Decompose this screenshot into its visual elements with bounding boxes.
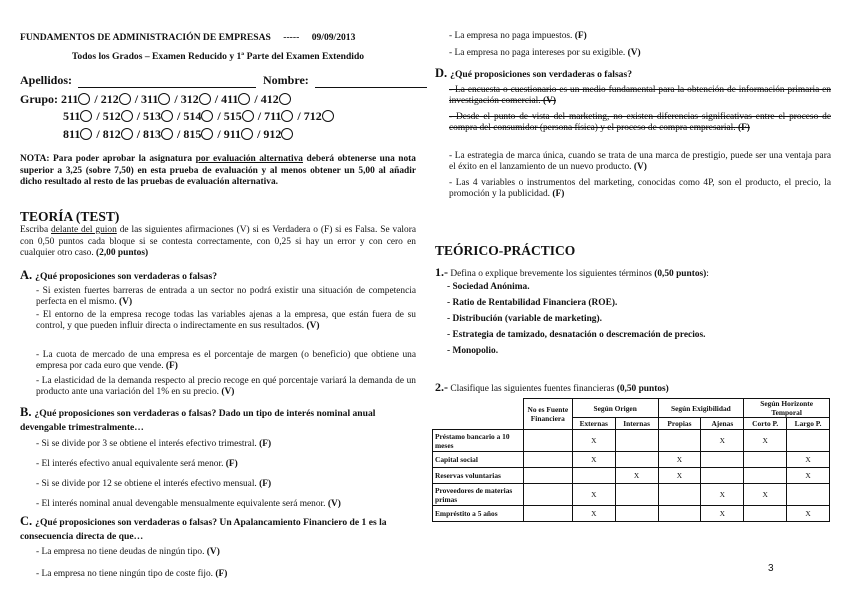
item-text: - Si se divide por 12 se obtiene el interés efectivo mensual. bbox=[36, 479, 257, 489]
table-cell[interactable]: X bbox=[787, 452, 830, 468]
section-c-question: ¿Qué proposiciones son verdaderas o falsas? Un Apalancamiento Financiero de 1 es la consecuencia directa de que… bbox=[20, 517, 387, 542]
group-radio-912[interactable] bbox=[281, 128, 293, 140]
group-radio-311[interactable] bbox=[158, 93, 170, 105]
answer-badge: (F) bbox=[737, 123, 750, 134]
table-cell[interactable]: X bbox=[744, 484, 787, 506]
group-radio-813[interactable] bbox=[161, 128, 173, 140]
item-text: - La empresa no tiene deudas de ningún tipo. bbox=[36, 547, 205, 557]
item-text: - El entorno de la empresa recoge todas las variables ajenas a la empresa, que están fuera de su control, y que pueden influir directa o indirectamente en sus resultados. bbox=[36, 310, 416, 332]
group-radio-812[interactable] bbox=[121, 128, 133, 140]
header-no-fuente: No es Fuente Financiera bbox=[523, 399, 572, 430]
sub-internas: Internas bbox=[615, 418, 658, 430]
nota-prefix: NOTA: Para poder aprobar la asignatura bbox=[20, 154, 196, 164]
table-row bbox=[433, 506, 830, 522]
section-b-heading bbox=[20, 406, 416, 434]
answer-badge: (F) bbox=[259, 439, 272, 449]
teoria-intro-b: de las siguientes afirmaciones (V) si es Verdadera o (F) si es Falsa. Se valora con 0,50 puntos cada bloque si se contesta correctamente, con 0,25 si hay un error y con cero en cualquier otro caso. bbox=[20, 225, 416, 258]
course-title: FUNDAMENTOS DE ADMINISTRACIÓN DE EMPRESAS bbox=[20, 32, 271, 43]
table-cell[interactable]: X bbox=[744, 430, 787, 452]
answer-badge: (F) bbox=[215, 569, 228, 579]
section-b-letter: B. bbox=[20, 405, 32, 419]
table-cell[interactable] bbox=[744, 452, 787, 468]
nota-paragraph bbox=[20, 154, 416, 189]
answer-badge: (V) bbox=[327, 499, 341, 509]
answer-badge: (F) bbox=[574, 31, 587, 41]
header-origen: Según Origen bbox=[572, 399, 658, 418]
row-label: Préstamo bancario a 10 meses bbox=[433, 430, 524, 452]
row-label: Reservas voluntarias bbox=[433, 468, 524, 484]
section-d-item-1 bbox=[449, 85, 831, 108]
group-radio-815[interactable] bbox=[201, 128, 213, 140]
nota-underlined: por evaluación alternativa bbox=[195, 154, 303, 164]
answer-badge: (V) bbox=[542, 96, 556, 107]
section-b-item-2 bbox=[36, 459, 238, 470]
table-cell[interactable]: X bbox=[787, 506, 830, 522]
grupo-row-3: 811 / 812 / 813 / 815 / 911 / 912 bbox=[63, 127, 294, 142]
group-radio-211[interactable] bbox=[78, 93, 90, 105]
term-2: - Ratio de Rentabilidad Financiera (ROE). bbox=[447, 298, 618, 308]
table-cell[interactable] bbox=[744, 468, 787, 484]
table-cell[interactable] bbox=[523, 506, 572, 522]
item-text: - La empresa no tiene ningún tipo de coste fijo. bbox=[36, 569, 214, 579]
apellidos-row bbox=[20, 73, 427, 88]
table-cell[interactable] bbox=[523, 484, 572, 506]
table-cell[interactable] bbox=[701, 468, 744, 484]
table-cell[interactable] bbox=[744, 506, 787, 522]
group-radio-513[interactable] bbox=[161, 110, 173, 122]
row-label: Capital social bbox=[433, 452, 524, 468]
teoria-intro bbox=[20, 225, 416, 260]
q1-text: Defina o explique brevemente los siguientes términos bbox=[450, 269, 655, 279]
group-712: 712 bbox=[303, 109, 322, 123]
sub-corto: Corto P. bbox=[744, 418, 787, 430]
table-cell[interactable]: X bbox=[658, 452, 701, 468]
sub-propias: Propias bbox=[658, 418, 701, 430]
table-cell[interactable] bbox=[572, 468, 615, 484]
item-text: - Las 4 variables o instrumentos del marketing, conocidas como 4P, son el producto, el precio, la promoción y la publicidad. bbox=[449, 178, 831, 200]
answer-badge: (F) bbox=[165, 361, 178, 372]
item-text: - La elasticidad de la demanda respecto al precio recoge en qué porcentaje variará la demanda de un producto ante una variación del 1% en su precio. bbox=[36, 376, 416, 398]
section-a-letter: A. bbox=[20, 268, 33, 282]
group-512: 512 bbox=[102, 109, 121, 123]
group-radio-212[interactable] bbox=[119, 93, 131, 105]
section-a-item-3 bbox=[36, 350, 416, 373]
teoria-title: TEORÍA (TEST) bbox=[20, 209, 120, 224]
exam-title bbox=[20, 32, 355, 43]
table-cell[interactable]: X bbox=[572, 430, 615, 452]
group-radio-411[interactable] bbox=[238, 93, 250, 105]
teoria-intro-underlined: delante del guion bbox=[51, 225, 117, 235]
answer-badge: (V) bbox=[206, 547, 220, 557]
item-text: - Si existen fuertes barreras de entrada a un sector no podrá existir una situación de competencia perfecta en el mismo. bbox=[36, 286, 416, 308]
section-d-question: ¿Qué proposiciones son verdaderas o falsas? bbox=[450, 69, 633, 80]
item-text: - Desde el punto de vista del marketing, no existen diferencias significativas entre el proceso de compra del consumidor (persona física) y el proceso de compra empresarial. bbox=[449, 112, 831, 134]
section-c-item-2 bbox=[36, 569, 227, 580]
practico-title: TEÓRICO-PRÁCTICO bbox=[435, 243, 576, 258]
group-radio-515[interactable] bbox=[242, 110, 254, 122]
q1-colon: : bbox=[706, 269, 709, 279]
group-513: 513 bbox=[143, 109, 162, 123]
table-cell[interactable] bbox=[658, 484, 701, 506]
classification-table bbox=[432, 398, 830, 522]
item-text: - La encuesta o cuestionario es un medio fundamental para la obtención de información primaria en investigación comercial. bbox=[449, 85, 831, 107]
answer-badge: (V) bbox=[221, 387, 235, 398]
group-912: 912 bbox=[263, 127, 282, 141]
term-4: - Estrategia de tamizado, desnatación o descremación de precios. bbox=[447, 330, 706, 340]
group-511: 511 bbox=[63, 109, 81, 123]
term-5: - Monopolio. bbox=[447, 346, 499, 356]
table-cell[interactable]: X bbox=[701, 430, 744, 452]
question-1 bbox=[435, 265, 709, 280]
section-d-item-2 bbox=[449, 112, 831, 135]
table-cell[interactable]: X bbox=[572, 506, 615, 522]
row-label: Empréstito a 5 años bbox=[433, 506, 524, 522]
table-cell[interactable] bbox=[523, 452, 572, 468]
table-cell[interactable] bbox=[615, 452, 658, 468]
sub-ajenas: Ajenas bbox=[701, 418, 744, 430]
table-cell[interactable] bbox=[701, 452, 744, 468]
group-911: 911 bbox=[223, 127, 242, 141]
question-2 bbox=[435, 380, 669, 395]
apellidos-field[interactable] bbox=[78, 77, 256, 88]
table-cell[interactable]: X bbox=[615, 468, 658, 484]
answer-badge: (F) bbox=[552, 189, 565, 200]
table-cell[interactable] bbox=[658, 430, 701, 452]
table-cell[interactable]: X bbox=[701, 506, 744, 522]
group-312: 312 bbox=[180, 92, 199, 106]
group-811: 811 bbox=[63, 127, 81, 141]
item-text: - El interés nominal anual devengable mensualmente equivalente será menor. bbox=[36, 499, 326, 509]
group-815: 815 bbox=[183, 127, 202, 141]
section-b-item-4 bbox=[36, 499, 341, 510]
q2-points: (0,50 puntos) bbox=[616, 384, 669, 394]
teoria-intro-points: (2,00 puntos) bbox=[96, 248, 149, 258]
table-cell[interactable] bbox=[615, 430, 658, 452]
table-row bbox=[433, 452, 830, 468]
group-412: 412 bbox=[260, 92, 279, 106]
header-horizonte: Según Horizonte Temporal bbox=[744, 399, 830, 418]
section-c-item-3 bbox=[449, 31, 587, 42]
q1-number: 1.- bbox=[435, 265, 448, 279]
group-211: 211 bbox=[61, 92, 79, 106]
nombre-field[interactable] bbox=[315, 77, 427, 88]
section-c-item-1 bbox=[36, 547, 220, 558]
group-813: 813 bbox=[143, 127, 162, 141]
table-cell[interactable]: X bbox=[572, 484, 615, 506]
group-radio-911[interactable] bbox=[241, 128, 253, 140]
q2-number: 2.- bbox=[435, 380, 448, 394]
group-radio-712[interactable] bbox=[322, 110, 334, 122]
item-text: - El interés efectivo anual equivalente será menor. bbox=[36, 459, 224, 469]
table-cell[interactable] bbox=[523, 430, 572, 452]
table-cell[interactable] bbox=[615, 484, 658, 506]
item-text: - La empresa no paga intereses por su exigible. bbox=[449, 48, 626, 58]
item-text: - Si se divide por 3 se obtiene el interés efectivo trimestral. bbox=[36, 439, 257, 449]
section-a-heading bbox=[20, 268, 217, 283]
sub-largo: Largo P. bbox=[787, 418, 830, 430]
table-cell[interactable] bbox=[658, 506, 701, 522]
section-c-letter: C. bbox=[20, 514, 33, 528]
answer-badge: (V) bbox=[119, 297, 133, 308]
section-b-item-3 bbox=[36, 479, 271, 490]
exam-date: 09/09/2013 bbox=[311, 32, 356, 43]
table-cell[interactable]: X bbox=[701, 484, 744, 506]
answer-badge: (V) bbox=[627, 48, 641, 58]
section-a-question: ¿Qué proposiciones son verdaderas o falsas? bbox=[35, 271, 218, 282]
q1-points: (0,50 puntos) bbox=[654, 269, 707, 279]
group-radio-412[interactable] bbox=[279, 93, 291, 105]
table-header-row bbox=[433, 399, 830, 418]
nombre-label: Nombre: bbox=[263, 73, 309, 87]
grupo-row-1: Grupo: 211 / 212 / 311 / 312 / 411 / 412 bbox=[20, 92, 292, 107]
section-a-item-2 bbox=[36, 310, 416, 333]
row-label: Proveedores de materias primas bbox=[433, 484, 524, 506]
table-cell[interactable] bbox=[615, 506, 658, 522]
item-text: - La empresa no paga impuestos. bbox=[449, 31, 573, 41]
table-corner bbox=[433, 399, 524, 430]
table-cell[interactable] bbox=[787, 484, 830, 506]
table-row bbox=[433, 468, 830, 484]
table-row bbox=[433, 430, 830, 452]
section-d-item-3 bbox=[449, 151, 831, 174]
section-d-item-4 bbox=[449, 178, 831, 201]
section-c-heading bbox=[20, 515, 416, 543]
group-514: 514 bbox=[183, 109, 202, 123]
term-1: - Sociedad Anónima. bbox=[447, 282, 530, 292]
table-cell[interactable] bbox=[787, 430, 830, 452]
nota-rest: deberá obtenerse una nota superior a 3,25 (sobre 7,50) en esta prueba de evaluación y al menos obtener un 5,00 al añadir dicho resultado al resto de las pruebas de evaluación alternativa. bbox=[20, 154, 416, 187]
sub-externas: Externas bbox=[572, 418, 615, 430]
exam-subtitle: Todos los Grados – Examen Reducido y 1ª Parte del Examen Extendido bbox=[71, 51, 365, 62]
table-cell[interactable] bbox=[523, 468, 572, 484]
section-c-item-4 bbox=[449, 48, 641, 59]
grupo-label: Grupo: bbox=[20, 92, 59, 106]
teoria-intro-a: Escriba bbox=[20, 225, 52, 235]
answer-badge: (F) bbox=[259, 479, 272, 489]
answer-badge: (V) bbox=[306, 321, 320, 332]
group-radio-511[interactable] bbox=[80, 110, 92, 122]
item-text: - La cuota de mercado de una empresa es el porcentaje de margen (o beneficio) que obtiene una empresa por cada euro que vende. bbox=[36, 350, 416, 372]
group-212: 212 bbox=[100, 92, 119, 106]
group-radio-711[interactable] bbox=[281, 110, 293, 122]
apellidos-label: Apellidos: bbox=[20, 73, 73, 87]
group-515: 515 bbox=[223, 109, 242, 123]
header-exigibilidad: Según Exigibilidad bbox=[658, 399, 744, 418]
grupo-row-2: 511 / 512 / 513 / 514 / 515 / 711 / 712 bbox=[63, 109, 335, 124]
title-dashes: ----- bbox=[283, 32, 300, 43]
answer-badge: (F) bbox=[225, 459, 238, 469]
section-d-letter: D. bbox=[435, 66, 448, 80]
item-text: - La estrategia de marca única, cuando se trata de una marca de prestigio, puede ser una ventaja para el éxito en el lanzamiento de un nuevo producto. bbox=[449, 151, 831, 173]
section-a-item-1 bbox=[36, 286, 416, 309]
group-711: 711 bbox=[264, 109, 282, 123]
q2-text: Clasifique las siguientes fuentes financieras bbox=[450, 384, 617, 394]
group-812: 812 bbox=[102, 127, 121, 141]
page-number: 3 bbox=[768, 563, 774, 574]
table-cell[interactable]: X bbox=[787, 468, 830, 484]
group-radio-512[interactable] bbox=[121, 110, 133, 122]
group-radio-514[interactable] bbox=[201, 110, 213, 122]
group-411: 411 bbox=[221, 92, 239, 106]
group-311: 311 bbox=[141, 92, 159, 106]
section-a-item-4 bbox=[36, 376, 416, 399]
term-3: - Distribución (variable de marketing). bbox=[447, 314, 602, 324]
group-radio-312[interactable] bbox=[199, 93, 211, 105]
table-cell[interactable]: X bbox=[572, 452, 615, 468]
group-radio-811[interactable] bbox=[80, 128, 92, 140]
section-b-question: ¿Qué proposiciones son verdaderas o falsas? Dado un tipo de interés nominal anual devengable trimestralmente… bbox=[20, 408, 376, 433]
answer-badge: (V) bbox=[633, 162, 647, 173]
section-b-item-1 bbox=[36, 439, 271, 450]
section-d-heading bbox=[435, 66, 632, 81]
table-cell[interactable]: X bbox=[658, 468, 701, 484]
table-row bbox=[433, 484, 830, 506]
